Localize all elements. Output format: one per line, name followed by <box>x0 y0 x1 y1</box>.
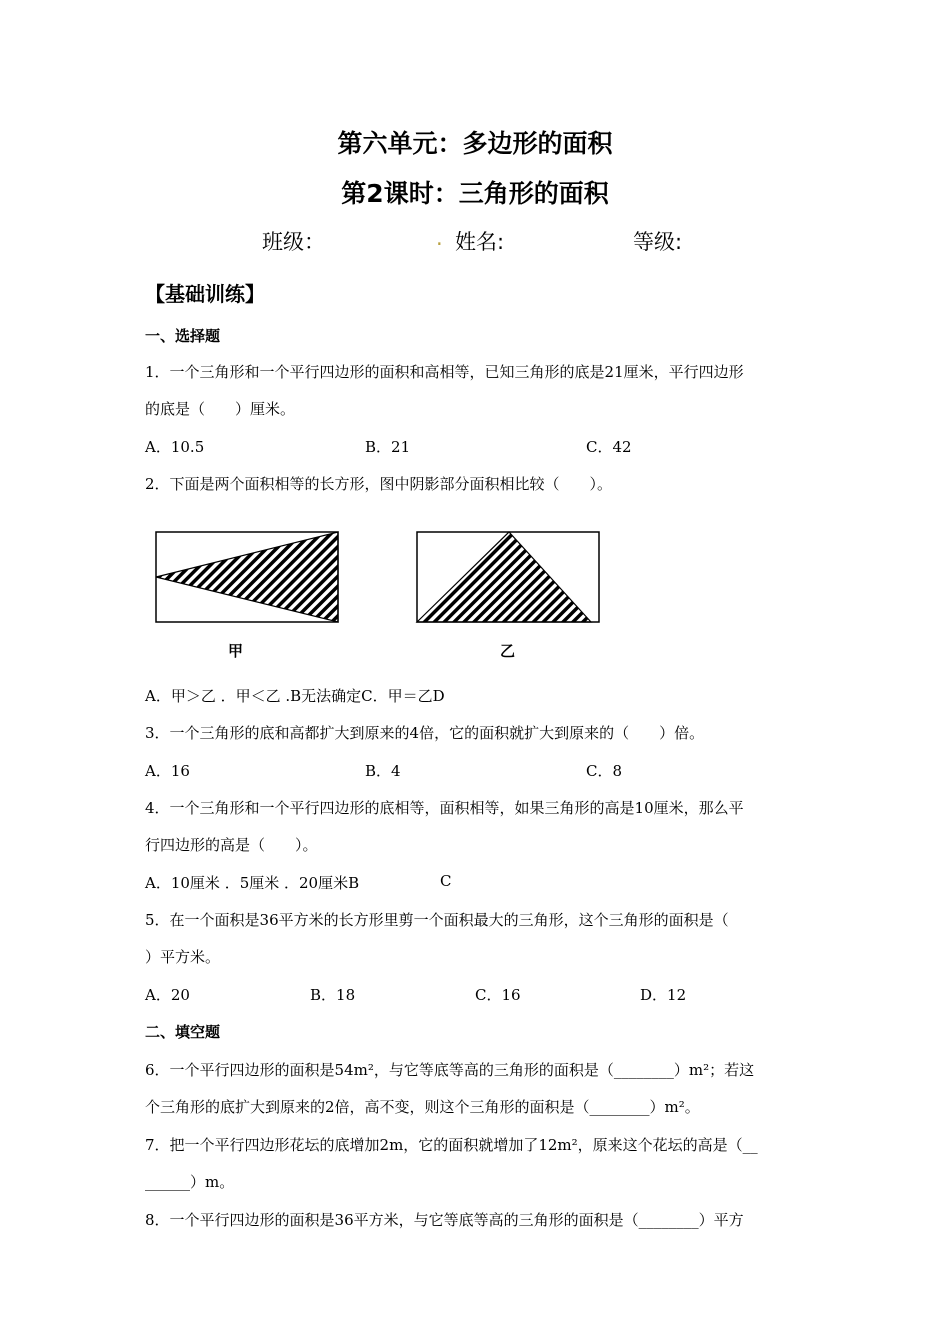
question-4-line-2: 行四边形的高是（ ）。 <box>145 836 318 854</box>
question-3-line-1: 3．一个三角形的底和高都扩大到原来的4倍，它的面积就扩大到原来的（ ）倍。 <box>145 724 705 742</box>
question-1-option-b: B．21 <box>365 438 411 456</box>
section-fill: 二、填空题 <box>145 1023 221 1041</box>
question-4-line-1: 4．一个三角形和一个平行四边形的底相等，面积相等，如果三角形的高是10厘米，那么平 <box>145 799 744 817</box>
question-1-line-1: 1．一个三角形和一个平行四边形的面积和高相等，已知三角形的底是21厘米，平行四边形 <box>145 363 744 381</box>
question-8-line-1: 8．一个平行四边形的面积是36平方米，与它等底等高的三角形的面积是（________）平方 <box>145 1211 744 1229</box>
caption-yi: 乙 <box>500 642 516 660</box>
question-5-option-c: C．16 <box>475 986 521 1004</box>
question-7-line-1: 7．把一个平行四边形花坛的底增加2m，它的面积就增加了12m²，原来这个花坛的高是（__ <box>145 1136 758 1154</box>
question-7-line-2: ______）m。 <box>145 1173 235 1191</box>
lesson-title: 第2课时：三角形的面积 <box>341 179 609 208</box>
question-6-line-1: 6．一个平行四边形的面积是54m²，与它等底等高的三角形的面积是（________）m²；若这 <box>145 1061 755 1079</box>
section-choice: 一、选择题 <box>145 327 221 345</box>
question-5-line-2: ）平方米。 <box>145 948 221 966</box>
question-3-option-a: A．16 <box>145 762 190 780</box>
question-2-line-1: 2．下面是两个面积相等的长方形，图中阴影部分面积相比较（ ）。 <box>145 475 613 493</box>
caption-jia: 甲 <box>228 642 244 660</box>
question-3-option-c: C．8 <box>586 762 623 780</box>
question-1-line-2: 的底是（ ）厘米。 <box>145 400 296 418</box>
name-label: 姓名: <box>455 230 505 254</box>
section-basic-training: 【基础训练】 <box>145 282 265 306</box>
question-4-options: A．10厘米 ．5厘米 ．20厘米B <box>145 874 360 892</box>
grade-label: 等级: <box>633 230 683 254</box>
question-6-line-2: 个三角形的底扩大到原来的2倍，高不变，则这个三角形的面积是（________）m²。 <box>145 1098 700 1116</box>
question-5-option-a: A．20 <box>145 986 190 1004</box>
unit-title: 第六单元：多边形的面积 <box>337 129 613 158</box>
question-5-option-b: B．18 <box>310 986 356 1004</box>
question-1-option-c: C．42 <box>586 438 632 456</box>
question-5-line-1: 5．在一个面积是36平方米的长方形里剪一个面积最大的三角形，这个三角形的面积是（ <box>145 911 729 929</box>
question-3-option-b: B．4 <box>365 762 401 780</box>
question-4-option-c: C <box>440 872 452 890</box>
figure-yi <box>415 530 603 625</box>
question-5-option-d: D．12 <box>640 986 687 1004</box>
separator-dot: . <box>436 226 443 250</box>
question-1-option-a: A．10.5 <box>145 438 205 456</box>
figure-jia <box>154 530 342 625</box>
question-2-options: A．甲＞乙 ．甲＜乙 .B无法确定C．甲＝乙D <box>145 687 445 705</box>
class-label: 班级： <box>262 230 325 254</box>
